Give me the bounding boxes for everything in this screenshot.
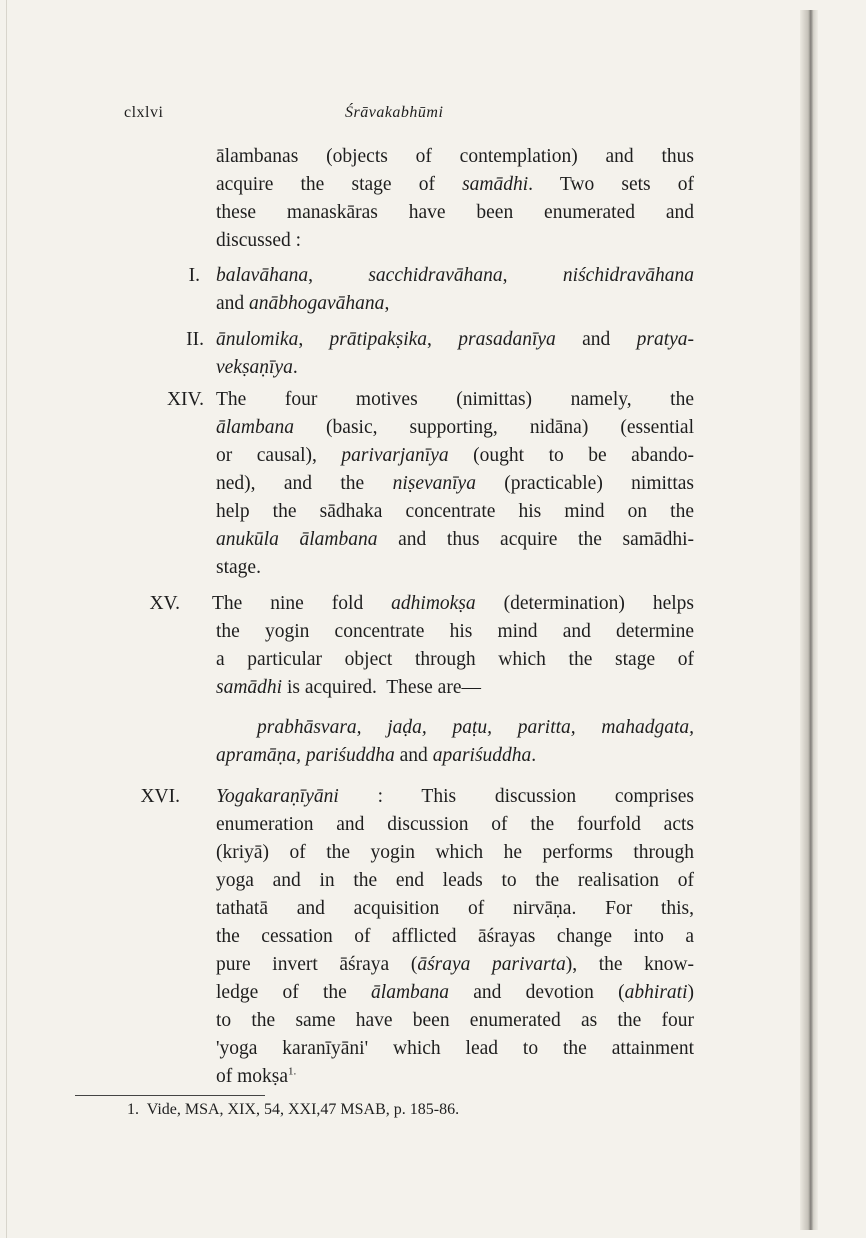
section-XVI-line-11 [216, 1063, 694, 1091]
list-numeral-I: I. [188, 265, 200, 286]
section-XV-line-1: The nine fold adhimokṣa (determination) helps [212, 593, 694, 614]
section-XV-quote-line-1: prabhāsvara, jaḍa, paṭu, paritta, mahadgata, [257, 717, 694, 738]
footnote [127, 1098, 459, 1122]
section-XVI-line-5: tathatā and acquisition of nirvāṇa. For this, [216, 898, 694, 919]
section-numeral-XVI: XVI. [140, 786, 180, 807]
running-title: Śrāvakabhūmi [345, 104, 444, 121]
intro-line-1: ālambanas (objects of contemplation) and thus [216, 146, 694, 167]
list-I-line-2: and anābhogavāhana, [216, 293, 390, 314]
section-XVI-line-2: enumeration and discussion of the fourfold acts [216, 814, 694, 835]
list-II-line-1: ānulomika, prātipakṣika, prasadanīya and pratya- [216, 329, 695, 350]
section-XIV-line-1: The four motives (nimittas) namely, the [216, 389, 694, 410]
section-XIV-line-4: ned), and the niṣevanīya (practicable) nimittas [216, 473, 694, 494]
section-numeral-XIV: XIV. [166, 389, 204, 410]
section-XVI-line-7: pure invert āśraya (āśraya parivarta), the know- [216, 954, 694, 975]
section-XIV-line-6: anukūla ālambana and thus acquire the samādhi- [216, 529, 694, 550]
section-XV-line-2: the yogin concentrate his mind and determine [216, 621, 694, 642]
footnote-separator [75, 1095, 265, 1096]
section-XVI-line-9: to the same have been enumerated as the four [216, 1010, 694, 1031]
list-II-line-2: vekṣaṇīya. [216, 357, 298, 378]
list-I-line-1: balavāhana, sacchidravāhana, niśchidravāhana [216, 265, 694, 286]
section-XVI-line-8: ledge of the ālambana and devotion (abhirati) [216, 982, 694, 1003]
scan-edge-left [6, 0, 7, 1238]
section-XV-line-4: samādhi is acquired. These are— [216, 677, 481, 698]
section-XVI-line-11-text: of mokṣa [216, 1066, 289, 1087]
list-numeral-II: II. [186, 329, 204, 350]
page-number: clxlvi [124, 104, 164, 121]
section-XVI-line-10: 'yoga karanīyāni' which lead to the attainment [216, 1038, 694, 1059]
page-header [0, 104, 866, 128]
section-XIV-line-3: or causal), parivarjanīya (ought to be abando- [216, 445, 694, 466]
scan-edge-right [800, 10, 818, 1230]
section-XVI-line-1: Yogakaraṇīyāni : This discussion comprises [216, 786, 694, 807]
section-numeral-XV: XV. [149, 593, 180, 614]
footnote-number: 1. [127, 1101, 139, 1118]
section-XVI-line-6: the cessation of afflicted āśrayas change into a [216, 926, 694, 947]
section-XV-line-3: a particular object through which the stage of [216, 649, 694, 670]
intro-line-2: acquire the stage of samādhi. Two sets of [216, 174, 694, 195]
section-XV-quote-line-2: apramāṇa, pariśuddha and apariśuddha. [216, 745, 537, 766]
section-XIV-line-2: ālambana (basic, supporting, nidāna) (essential [216, 417, 694, 438]
section-XVI-line-3: (kriyā) of the yogin which he performs through [216, 842, 694, 863]
footnote-text: Vide, MSA, XIX, 54, XXI,47 MSAB, p. 185-86. [146, 1101, 460, 1118]
section-XVI-line-4: yoga and in the end leads to the realisation of [216, 870, 694, 891]
intro-line-4: discussed : [216, 230, 302, 251]
footnote-ref: 1. [288, 1065, 297, 1078]
section-XIV-line-5: help the sādhaka concentrate his mind on the [216, 501, 694, 522]
section-XIV-line-7: stage. [216, 557, 261, 578]
intro-line-3: these manaskāras have been enumerated and [216, 202, 694, 223]
